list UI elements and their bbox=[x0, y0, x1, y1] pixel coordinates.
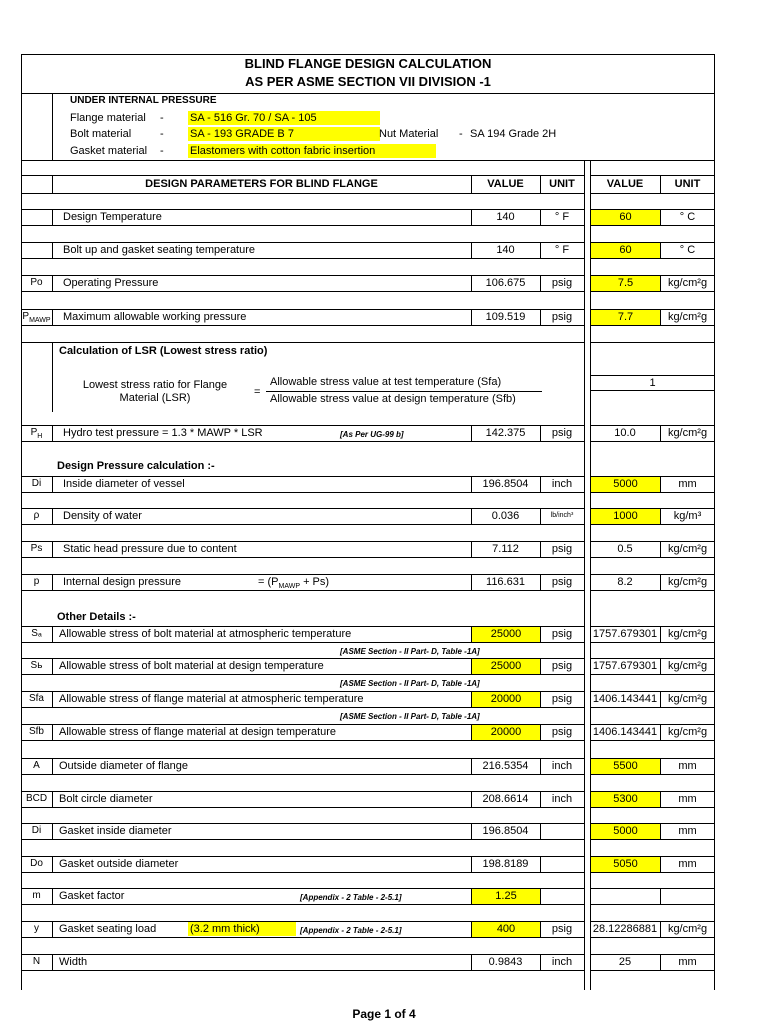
sfb-symbol bbox=[21, 725, 52, 739]
boltup-temp-unit: ° F bbox=[554, 244, 570, 256]
sfa-reference: [ASME Section - II Part- D, Table -1A] bbox=[340, 712, 480, 721]
formula-part: MAWP bbox=[278, 583, 301, 591]
n-value: 0.9843 bbox=[488, 956, 523, 968]
design-temp-value2: 60 bbox=[591, 210, 660, 225]
divider bbox=[52, 856, 53, 873]
sa-unit2: kg/cm²g bbox=[667, 628, 708, 640]
symbol-text: Di bbox=[31, 825, 42, 836]
n-unit2: mm bbox=[678, 956, 697, 968]
y-reference: [Appendix - 2 Table - 2-5.1] bbox=[300, 926, 402, 935]
symbol-text: ρ bbox=[33, 510, 40, 521]
p-unit: psig bbox=[551, 576, 573, 588]
lsr-numerator: Allowable stress value at test temperature (Sfa) bbox=[270, 376, 502, 388]
hydro-reference: [As Per UG-99 b] bbox=[340, 430, 404, 439]
m-value2 bbox=[590, 889, 660, 904]
ps-value: 7.112 bbox=[492, 543, 519, 555]
m-label: Gasket factor bbox=[59, 890, 125, 902]
divider bbox=[52, 921, 53, 938]
m-symbol bbox=[21, 889, 52, 903]
divider bbox=[590, 342, 715, 343]
sb-label: Allowable stress of bolt material at design temperature bbox=[59, 660, 324, 672]
sb-value: 25000 bbox=[472, 659, 540, 674]
n-label: Width bbox=[59, 956, 88, 968]
divider bbox=[52, 309, 53, 326]
flange-material-label: Flange material bbox=[70, 112, 146, 124]
gasket-material-value: Elastomers with cotton fabric insertion bbox=[188, 144, 436, 158]
sfb-unit: psig bbox=[551, 726, 573, 738]
header-unit: UNIT bbox=[549, 178, 575, 190]
sfb-unit2: kg/cm²g bbox=[667, 726, 708, 738]
bcd-unit: inch bbox=[551, 793, 573, 805]
lsr-value: 1 bbox=[649, 377, 656, 389]
p-label: Internal design pressure bbox=[63, 576, 182, 588]
ps-symbol bbox=[21, 542, 52, 556]
rho-symbol bbox=[21, 509, 52, 523]
gdi-value2: 5000 bbox=[591, 824, 660, 839]
design-temp-unit: ° F bbox=[554, 211, 570, 223]
divider bbox=[52, 954, 53, 971]
gdi-unit2: mm bbox=[678, 825, 697, 837]
y-unit2: kg/cm²g bbox=[667, 923, 708, 935]
a-value: 216.5354 bbox=[482, 760, 529, 772]
design-pressure-formula bbox=[258, 575, 329, 594]
y-unit: psig bbox=[551, 923, 573, 935]
divider bbox=[52, 791, 53, 808]
symbol-text: Sfa bbox=[28, 693, 44, 704]
hydro-label: Hydro test pressure = 1.3 * MAWP * LSR bbox=[63, 427, 263, 439]
sfa-value2: 1406.143441 bbox=[592, 693, 658, 705]
ps-value2: 0.5 bbox=[617, 543, 633, 555]
op-pressure-label: Operating Pressure bbox=[63, 277, 159, 289]
bcd-value2: 5300 bbox=[591, 792, 660, 807]
boltup-temp-label: Bolt up and gasket seating temperature bbox=[63, 244, 256, 256]
symbol-text: p bbox=[33, 576, 40, 587]
rho-value: 0.036 bbox=[491, 510, 520, 522]
divider bbox=[52, 758, 53, 775]
sa-unit: psig bbox=[551, 628, 573, 640]
symbol-text: Do bbox=[30, 858, 43, 869]
di-symbol bbox=[21, 477, 52, 491]
sb-reference: [ASME Section - II Part- D, Table -1A] bbox=[340, 679, 480, 688]
bolt-material-value: SA - 193 GRADE B 7 bbox=[188, 127, 380, 141]
boltup-temp-value2: 60 bbox=[591, 243, 660, 258]
header-unit2: UNIT bbox=[674, 178, 701, 190]
lsr-label-1: Lowest stress ratio for Flange bbox=[82, 379, 228, 391]
formula-part: + Ps) bbox=[300, 576, 330, 588]
di-unit2: mm bbox=[678, 478, 697, 490]
symbol-text: P bbox=[22, 311, 30, 322]
sb-unit2: kg/cm²g bbox=[667, 660, 708, 672]
hydro-value2: 10.0 bbox=[614, 427, 636, 439]
y-label: Gasket seating load bbox=[59, 923, 157, 935]
divider bbox=[52, 724, 53, 741]
header-value: VALUE bbox=[487, 178, 524, 190]
di-label: Inside diameter of vessel bbox=[63, 478, 185, 490]
sfa-value: 20000 bbox=[472, 692, 540, 707]
gasket-material-label: Gasket material bbox=[70, 145, 148, 157]
symbol-subscript: MAWP bbox=[29, 317, 51, 324]
mawp-label: Maximum allowable working pressure bbox=[63, 311, 247, 323]
p-value2: 8.2 bbox=[617, 576, 633, 588]
sa-symbol bbox=[21, 627, 52, 641]
divider bbox=[52, 275, 53, 292]
n-unit: inch bbox=[551, 956, 573, 968]
header-value2: VALUE bbox=[606, 178, 644, 190]
bcd-unit2: mm bbox=[678, 793, 697, 805]
dash: - bbox=[160, 128, 164, 140]
divider bbox=[540, 888, 541, 905]
boltup-temp-unit2: ° C bbox=[679, 244, 696, 256]
lsr-heading: Calculation of LSR (Lowest stress ratio) bbox=[59, 345, 268, 357]
nut-material-value: SA 194 Grade 2H bbox=[470, 128, 557, 140]
hydro-unit: psig bbox=[551, 427, 573, 439]
ps-unit2: kg/cm²g bbox=[667, 543, 708, 555]
divider bbox=[660, 888, 661, 905]
symbol-text: Sfb bbox=[28, 726, 44, 737]
divider bbox=[52, 342, 53, 412]
ps-label: Static head pressure due to content bbox=[63, 543, 237, 555]
symbol-text: Po bbox=[30, 277, 43, 288]
divider bbox=[52, 541, 53, 558]
sa-reference: [ASME Section - II Part- D, Table -1A] bbox=[340, 647, 480, 656]
formula-part: = (P bbox=[258, 576, 279, 588]
design-temp-value: 140 bbox=[496, 211, 515, 223]
mawp-value: 109.519 bbox=[485, 311, 526, 323]
divider bbox=[52, 691, 53, 708]
symbol-subscript: H bbox=[37, 433, 43, 440]
symbol-text: N bbox=[32, 956, 41, 967]
n-symbol bbox=[21, 955, 52, 969]
sfa-unit2: kg/cm²g bbox=[667, 693, 708, 705]
other-details-heading: Other Details :- bbox=[57, 611, 136, 623]
sfa-unit: psig bbox=[551, 693, 573, 705]
divider bbox=[52, 242, 53, 259]
di-value2: 5000 bbox=[591, 477, 660, 492]
sb-symbol bbox=[21, 659, 52, 673]
symbol-text: y bbox=[34, 923, 39, 934]
m-value: 1.25 bbox=[472, 889, 540, 904]
hydro-value: 142.375 bbox=[485, 427, 526, 439]
hydro-symbol bbox=[21, 426, 52, 444]
di-unit: inch bbox=[551, 478, 573, 490]
op-pressure-unit: psig bbox=[551, 277, 573, 289]
sa-label: Allowable stress of bolt material at atmospheric temperature bbox=[59, 628, 352, 640]
symbol-text: Sь bbox=[30, 660, 43, 671]
a-symbol bbox=[21, 759, 52, 773]
y-value: 400 bbox=[472, 922, 540, 937]
divider bbox=[52, 508, 53, 525]
header-params: DESIGN PARAMETERS FOR BLIND FLANGE bbox=[145, 178, 378, 190]
gdo-label: Gasket outside diameter bbox=[59, 858, 179, 870]
sfb-value: 20000 bbox=[472, 725, 540, 740]
gdi-label: Gasket inside diameter bbox=[59, 825, 172, 837]
mawp-unit: psig bbox=[551, 311, 573, 323]
sfa-symbol bbox=[21, 692, 52, 706]
op-pressure-value2: 7.5 bbox=[591, 276, 660, 291]
di-value: 196.8504 bbox=[482, 478, 529, 490]
gdo-value2: 5050 bbox=[591, 857, 660, 872]
rho-value2: 1000 bbox=[591, 509, 660, 524]
mawp-unit2: kg/cm²g bbox=[667, 311, 708, 323]
divider bbox=[52, 823, 53, 840]
symbol-text: Di bbox=[31, 478, 42, 489]
m-reference: [Appendix - 2 Table - 2-5.1] bbox=[300, 893, 402, 902]
mawp-value2: 7.7 bbox=[591, 310, 660, 325]
divider bbox=[52, 476, 53, 493]
divider bbox=[52, 93, 53, 160]
divider bbox=[21, 160, 715, 161]
lsr-label-2: Material (LSR) bbox=[119, 392, 191, 404]
divider bbox=[52, 425, 53, 442]
op-pressure-symbol bbox=[21, 276, 52, 290]
rho-unit2: kg/m³ bbox=[673, 510, 702, 522]
divider bbox=[52, 574, 53, 591]
nut-material-label: Nut Material bbox=[379, 128, 439, 140]
rho-label: Density of water bbox=[63, 510, 142, 522]
gdo-value: 198.8189 bbox=[482, 858, 529, 870]
design-temp-unit2: ° C bbox=[679, 211, 696, 223]
divider bbox=[21, 342, 584, 343]
gasket-thickness-note: (3.2 mm thick) bbox=[188, 922, 296, 936]
divider bbox=[52, 626, 53, 643]
gdi-value: 196.8504 bbox=[482, 825, 529, 837]
title-line-1: BLIND FLANGE DESIGN CALCULATION bbox=[244, 56, 492, 71]
symbol-text: m bbox=[32, 890, 41, 901]
rho-unit: lb/inch³ bbox=[550, 512, 574, 519]
dash: - bbox=[160, 145, 164, 157]
symbol-text: Ps bbox=[30, 543, 43, 554]
mawp-symbol bbox=[21, 310, 52, 328]
page-number: Page 1 of 4 bbox=[352, 1007, 416, 1021]
sa-value2: 1757.679301 bbox=[592, 628, 658, 640]
a-unit: inch bbox=[551, 760, 573, 772]
title-line-2: AS PER ASME SECTION VII DIVISION -1 bbox=[245, 74, 491, 89]
sfb-value2: 1406.143441 bbox=[592, 726, 658, 738]
sb-unit: psig bbox=[551, 660, 573, 672]
divider bbox=[52, 209, 53, 226]
symbol-text: BCD bbox=[25, 793, 48, 804]
gdo-symbol bbox=[21, 857, 52, 871]
gdi-symbol bbox=[21, 824, 52, 838]
design-temp-label: Design Temperature bbox=[63, 211, 162, 223]
y-symbol bbox=[21, 922, 52, 936]
lsr-denominator: Allowable stress value at design temperature (Sfb) bbox=[270, 393, 516, 405]
symbol-text: P bbox=[30, 427, 38, 438]
ps-unit: psig bbox=[551, 543, 573, 555]
lsr-equals: = bbox=[254, 386, 261, 398]
symbol-text: Sₐ bbox=[31, 628, 42, 639]
p-value: 116.631 bbox=[486, 576, 525, 588]
a-value2: 5500 bbox=[591, 759, 660, 774]
a-unit2: mm bbox=[678, 760, 697, 772]
gdo-unit2: mm bbox=[678, 858, 697, 870]
divider bbox=[52, 658, 53, 675]
dash: - bbox=[160, 112, 164, 124]
divider bbox=[52, 888, 53, 905]
sfb-label: Allowable stress of flange material at design temperature bbox=[59, 726, 336, 738]
p-symbol bbox=[21, 575, 52, 589]
bolt-material-label: Bolt material bbox=[70, 128, 132, 140]
materials-heading: UNDER INTERNAL PRESSURE bbox=[70, 95, 217, 106]
bcd-label: Bolt circle diameter bbox=[59, 793, 153, 805]
y-value2: 28.12286881 bbox=[592, 923, 658, 935]
design-pressure-heading: Design Pressure calculation :- bbox=[57, 460, 215, 472]
sfa-label: Allowable stress of flange material at atmospheric temperature bbox=[59, 693, 364, 705]
dash: - bbox=[459, 128, 463, 140]
op-pressure-unit2: kg/cm²g bbox=[667, 277, 708, 289]
n-value2: 25 bbox=[618, 956, 632, 968]
symbol-text: A bbox=[33, 760, 40, 771]
boltup-temp-value: 140 bbox=[496, 244, 515, 256]
bcd-symbol bbox=[21, 792, 52, 806]
p-unit2: kg/cm²g bbox=[667, 576, 708, 588]
hydro-unit2: kg/cm²g bbox=[667, 427, 708, 439]
divider bbox=[540, 823, 541, 840]
a-label: Outside diameter of flange bbox=[59, 760, 189, 772]
flange-material-value: SA - 516 Gr. 70 / SA - 105 bbox=[188, 111, 380, 125]
sa-value: 25000 bbox=[472, 627, 540, 642]
sb-value2: 1757.679301 bbox=[592, 660, 658, 672]
bcd-value: 208.6614 bbox=[482, 793, 529, 805]
op-pressure-value: 106.675 bbox=[485, 277, 526, 289]
divider bbox=[540, 856, 541, 873]
